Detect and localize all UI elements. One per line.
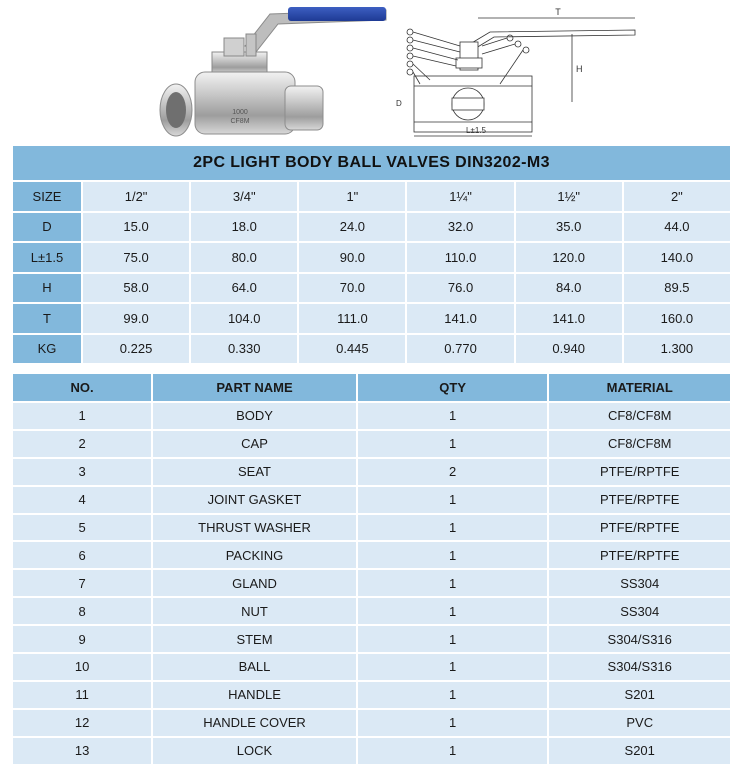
dimension-cell: 0.940 [516,335,622,364]
dimension-cell: 75.0 [83,243,189,272]
dimension-row [13,335,730,364]
parts-cell: 6 [13,542,151,568]
dimension-cell: 84.0 [516,274,622,303]
dimension-cell: 32.0 [407,213,513,242]
dimension-cell: 76.0 [407,274,513,303]
parts-cell: 8 [13,598,151,624]
parts-cell: NUT [153,598,356,624]
parts-row [13,710,730,736]
handle-outline [470,30,635,48]
parts-column-header: NO. [13,374,151,401]
dim-l-label: L±1.5 [466,126,486,135]
dimension-cell: 1/2" [83,182,189,211]
dimension-cell: 70.0 [299,274,405,303]
parts-cell: 1 [358,598,548,624]
parts-cell: 1 [358,654,548,680]
dimension-cell: 35.0 [516,213,622,242]
dimension-cell: 58.0 [83,274,189,303]
parts-cell: 1 [358,403,548,429]
gland-outline [456,58,482,68]
parts-cell: 3 [13,459,151,485]
dimension-row [13,274,730,303]
dimension-cell: 141.0 [516,304,622,333]
parts-cell: STEM [153,626,356,652]
dimension-cell: 2" [624,182,730,211]
dim-d-label: D [396,99,402,108]
dimension-row-label: L±1.5 [13,243,81,272]
parts-cell: LOCK [153,738,356,764]
parts-cell: S201 [549,682,730,708]
dimension-cell: 64.0 [191,274,297,303]
parts-cell: CF8/CF8M [549,431,730,457]
dimension-cell: 99.0 [83,304,189,333]
dimension-cell: 0.445 [299,335,405,364]
dimension-row-label: H [13,274,81,303]
parts-cell: CAP [153,431,356,457]
parts-row [13,542,730,568]
dim-h-label: H [576,64,583,74]
parts-row [13,682,730,708]
parts-cell: S201 [549,738,730,764]
dimension-cell: 3/4" [191,182,297,211]
parts-cell: PTFE/RPTFE [549,542,730,568]
parts-header-row [13,374,730,401]
parts-cell: S304/S316 [549,626,730,652]
valve-photo [150,4,390,142]
dimension-cell: 44.0 [624,213,730,242]
dimension-cell: 1" [299,182,405,211]
parts-row [13,487,730,513]
page-title: 2PC LIGHT BODY BALL VALVES DIN3202-M3 [13,146,730,180]
parts-cell: 10 [13,654,151,680]
dimension-cell: 1¼" [407,182,513,211]
dimension-cell: 111.0 [299,304,405,333]
parts-cell: CF8/CF8M [549,403,730,429]
parts-row [13,738,730,764]
parts-cell: 7 [13,570,151,596]
dimension-cell: 0.770 [407,335,513,364]
parts-column-header: MATERIAL [549,374,730,401]
parts-cell: PTFE/RPTFE [549,487,730,513]
dimension-cell: 110.0 [407,243,513,272]
dimension-cell: 0.330 [191,335,297,364]
parts-column-header: QTY [358,374,548,401]
parts-row [13,626,730,652]
parts-cell: BODY [153,403,356,429]
dimension-row-label: SIZE [13,182,81,211]
parts-cell: 1 [358,431,548,457]
parts-cell: 12 [13,710,151,736]
parts-cell: 1 [358,738,548,764]
parts-cell: HANDLE [153,682,356,708]
parts-table [11,372,732,766]
parts-cell: PTFE/RPTFE [549,515,730,541]
dimension-cell: 140.0 [624,243,730,272]
parts-row [13,459,730,485]
parts-cell: 1 [358,626,548,652]
dimension-table [11,180,732,365]
parts-cell: 1 [358,682,548,708]
parts-cell: 1 [358,515,548,541]
photo-marking-2: CF8M [230,118,250,125]
dimension-row [13,213,730,242]
header-images [0,0,745,146]
dimension-cell: 1.300 [624,335,730,364]
dimension-row [13,243,730,272]
dimension-cell: 24.0 [299,213,405,242]
parts-cell: 1 [358,542,548,568]
parts-row [13,515,730,541]
technical-drawing [390,4,650,142]
dimension-cell: 1½" [516,182,622,211]
dimension-cell: 15.0 [83,213,189,242]
parts-row [13,598,730,624]
dimension-cell: 120.0 [516,243,622,272]
dimension-cell: 160.0 [624,304,730,333]
dimension-row-label: D [13,213,81,242]
parts-cell: SS304 [549,570,730,596]
nut-shape [224,38,244,56]
parts-cell: 2 [358,459,548,485]
parts-cell: 13 [13,738,151,764]
dimension-row-label: KG [13,335,81,364]
parts-cell: 9 [13,626,151,652]
parts-row [13,570,730,596]
parts-cell: 1 [13,403,151,429]
ball-bore-outline [452,98,484,110]
lock-shape [246,34,256,56]
parts-cell: BALL [153,654,356,680]
parts-cell: 1 [358,570,548,596]
port-opening-shape [166,92,186,128]
dimension-cell: 0.225 [83,335,189,364]
parts-cell: 1 [358,710,548,736]
dimension-row [13,304,730,333]
dimension-row [13,182,730,211]
parts-cell: 4 [13,487,151,513]
parts-cell: JOINT GASKET [153,487,356,513]
parts-cell: S304/S316 [549,654,730,680]
parts-cell: 11 [13,682,151,708]
dimension-cell: 90.0 [299,243,405,272]
parts-cell: 1 [358,487,548,513]
dimension-row-label: T [13,304,81,333]
dimension-cell: 89.5 [624,274,730,303]
parts-row [13,654,730,680]
parts-cell: SEAT [153,459,356,485]
dimension-cell: 80.0 [191,243,297,272]
dimension-cell: 141.0 [407,304,513,333]
photo-marking-1: 1000 [232,109,248,116]
dim-t-label: T [555,7,561,17]
parts-cell: SS304 [549,598,730,624]
parts-cell: HANDLE COVER [153,710,356,736]
parts-cell: 2 [13,431,151,457]
cap-shape [285,86,323,130]
parts-cell: PACKING [153,542,356,568]
parts-cell: PTFE/RPTFE [549,459,730,485]
handle-cover-shape [288,7,386,21]
parts-column-header: PART NAME [153,374,356,401]
dimension-cell: 104.0 [191,304,297,333]
parts-row [13,431,730,457]
parts-cell: THRUST WASHER [153,515,356,541]
parts-row [13,403,730,429]
parts-cell: 5 [13,515,151,541]
parts-cell: PVC [549,710,730,736]
parts-cell: GLAND [153,570,356,596]
dimension-cell: 18.0 [191,213,297,242]
